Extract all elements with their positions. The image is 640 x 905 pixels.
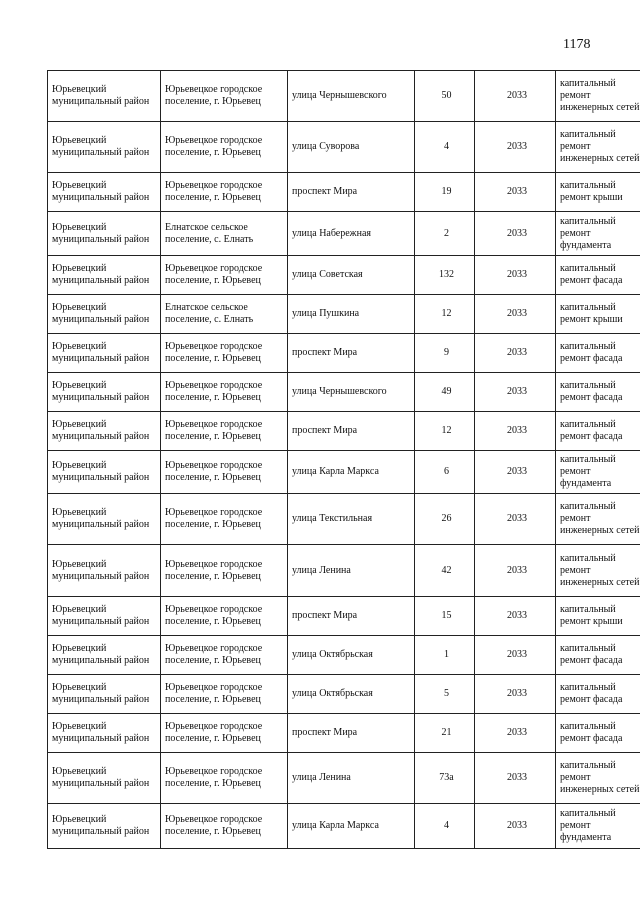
district-cell: Юрьевецкий муниципальный район [48,256,161,295]
work-type-cell: капитальный ремонт инженерных сетей [556,753,640,804]
house-number-cell: 15 [415,597,475,636]
table-row [48,675,640,714]
table-row [48,334,640,373]
year-cell: 2033 [475,597,556,636]
street-cell: улица Чернышевского [288,71,415,122]
table-row [48,451,640,494]
district-cell: Юрьевецкий муниципальный район [48,636,161,675]
street-cell: проспект Мира [288,173,415,212]
repair-schedule-table [47,70,640,849]
district-cell: Юрьевецкий муниципальный район [48,122,161,173]
house-number-cell: 4 [415,122,475,173]
district-cell: Юрьевецкий муниципальный район [48,71,161,122]
year-cell: 2033 [475,545,556,597]
settlement-cell: Юрьевецкое городское поселение, г. Юрьевец [161,494,288,545]
settlement-cell: Юрьевецкое городское поселение, г. Юрьевец [161,597,288,636]
table-body [48,71,640,849]
street-cell: проспект Мира [288,597,415,636]
settlement-cell: Юрьевецкое городское поселение, г. Юрьевец [161,373,288,412]
street-cell: улица Советская [288,256,415,295]
settlement-cell: Юрьевецкое городское поселение, г. Юрьевец [161,412,288,451]
work-type-cell: капитальный ремонт фундамента [556,451,640,494]
table-row [48,545,640,597]
work-type-cell: капитальный ремонт крыши [556,597,640,636]
year-cell: 2033 [475,494,556,545]
street-cell: улица Ленина [288,753,415,804]
table-row [48,295,640,334]
table-row [48,804,640,849]
street-cell: улица Чернышевского [288,373,415,412]
street-cell: проспект Мира [288,412,415,451]
district-cell: Юрьевецкий муниципальный район [48,412,161,451]
work-type-cell: капитальный ремонт фасада [556,334,640,373]
settlement-cell: Юрьевецкое городское поселение, г. Юрьевец [161,71,288,122]
house-number-cell: 5 [415,675,475,714]
house-number-cell: 21 [415,714,475,753]
district-cell: Юрьевецкий муниципальный район [48,804,161,849]
table-row [48,71,640,122]
house-number-cell: 19 [415,173,475,212]
district-cell: Юрьевецкий муниципальный район [48,753,161,804]
district-cell: Юрьевецкий муниципальный район [48,451,161,494]
year-cell: 2033 [475,804,556,849]
year-cell: 2033 [475,451,556,494]
settlement-cell: Юрьевецкое городское поселение, г. Юрьевец [161,451,288,494]
street-cell: улица Пушкина [288,295,415,334]
settlement-cell: Елнатское сельское поселение, с. Елнать [161,295,288,334]
house-number-cell: 12 [415,412,475,451]
street-cell: улица Набережная [288,212,415,256]
work-type-cell: капитальный ремонт фасада [556,675,640,714]
table-row [48,412,640,451]
settlement-cell: Юрьевецкое городское поселение, г. Юрьевец [161,675,288,714]
house-number-cell: 1 [415,636,475,675]
work-type-cell: капитальный ремонт инженерных сетей [556,545,640,597]
house-number-cell: 50 [415,71,475,122]
work-type-cell: капитальный ремонт фундамента [556,804,640,849]
table-row [48,494,640,545]
work-type-cell: капитальный ремонт фасада [556,412,640,451]
work-type-cell: капитальный ремонт фундамента [556,212,640,256]
house-number-cell: 2 [415,212,475,256]
settlement-cell: Юрьевецкое городское поселение, г. Юрьевец [161,545,288,597]
street-cell: улица Карла Маркса [288,451,415,494]
work-type-cell: капитальный ремонт инженерных сетей [556,122,640,173]
district-cell: Юрьевецкий муниципальный район [48,675,161,714]
work-type-cell: капитальный ремонт крыши [556,295,640,334]
street-cell: улица Суворова [288,122,415,173]
year-cell: 2033 [475,334,556,373]
district-cell: Юрьевецкий муниципальный район [48,597,161,636]
district-cell: Юрьевецкий муниципальный район [48,334,161,373]
house-number-cell: 42 [415,545,475,597]
year-cell: 2033 [475,373,556,412]
house-number-cell: 73а [415,753,475,804]
settlement-cell: Юрьевецкое городское поселение, г. Юрьевец [161,173,288,212]
table-row [48,122,640,173]
year-cell: 2033 [475,173,556,212]
table-row [48,256,640,295]
year-cell: 2033 [475,295,556,334]
house-number-cell: 132 [415,256,475,295]
district-cell: Юрьевецкий муниципальный район [48,212,161,256]
district-cell: Юрьевецкий муниципальный район [48,373,161,412]
street-cell: проспект Мира [288,714,415,753]
year-cell: 2033 [475,714,556,753]
page-number: 1178 [563,37,591,52]
year-cell: 2033 [475,122,556,173]
settlement-cell: Юрьевецкое городское поселение, г. Юрьевец [161,753,288,804]
table-row [48,173,640,212]
table-row [48,212,640,256]
work-type-cell: капитальный ремонт фасада [556,373,640,412]
work-type-cell: капитальный ремонт инженерных сетей [556,71,640,122]
settlement-cell: Юрьевецкое городское поселение, г. Юрьевец [161,334,288,373]
street-cell: улица Октябрьская [288,675,415,714]
house-number-cell: 4 [415,804,475,849]
year-cell: 2033 [475,71,556,122]
table-row [48,636,640,675]
house-number-cell: 26 [415,494,475,545]
work-type-cell: капитальный ремонт фасада [556,636,640,675]
district-cell: Юрьевецкий муниципальный район [48,494,161,545]
table-row [48,373,640,412]
settlement-cell: Юрьевецкое городское поселение, г. Юрьевец [161,122,288,173]
street-cell: проспект Мира [288,334,415,373]
work-type-cell: капитальный ремонт фасада [556,256,640,295]
street-cell: улица Текстильная [288,494,415,545]
table-row [48,753,640,804]
year-cell: 2033 [475,212,556,256]
district-cell: Юрьевецкий муниципальный район [48,295,161,334]
year-cell: 2033 [475,675,556,714]
table-row [48,597,640,636]
street-cell: улица Ленина [288,545,415,597]
settlement-cell: Юрьевецкое городское поселение, г. Юрьевец [161,714,288,753]
table-row [48,714,640,753]
year-cell: 2033 [475,256,556,295]
year-cell: 2033 [475,412,556,451]
street-cell: улица Карла Маркса [288,804,415,849]
work-type-cell: капитальный ремонт инженерных сетей [556,494,640,545]
settlement-cell: Елнатское сельское поселение, с. Елнать [161,212,288,256]
house-number-cell: 49 [415,373,475,412]
work-type-cell: капитальный ремонт фасада [556,714,640,753]
district-cell: Юрьевецкий муниципальный район [48,173,161,212]
settlement-cell: Юрьевецкое городское поселение, г. Юрьевец [161,256,288,295]
settlement-cell: Юрьевецкое городское поселение, г. Юрьевец [161,636,288,675]
house-number-cell: 9 [415,334,475,373]
street-cell: улица Октябрьская [288,636,415,675]
work-type-cell: капитальный ремонт крыши [556,173,640,212]
year-cell: 2033 [475,636,556,675]
year-cell: 2033 [475,753,556,804]
house-number-cell: 12 [415,295,475,334]
district-cell: Юрьевецкий муниципальный район [48,714,161,753]
settlement-cell: Юрьевецкое городское поселение, г. Юрьевец [161,804,288,849]
house-number-cell: 6 [415,451,475,494]
district-cell: Юрьевецкий муниципальный район [48,545,161,597]
